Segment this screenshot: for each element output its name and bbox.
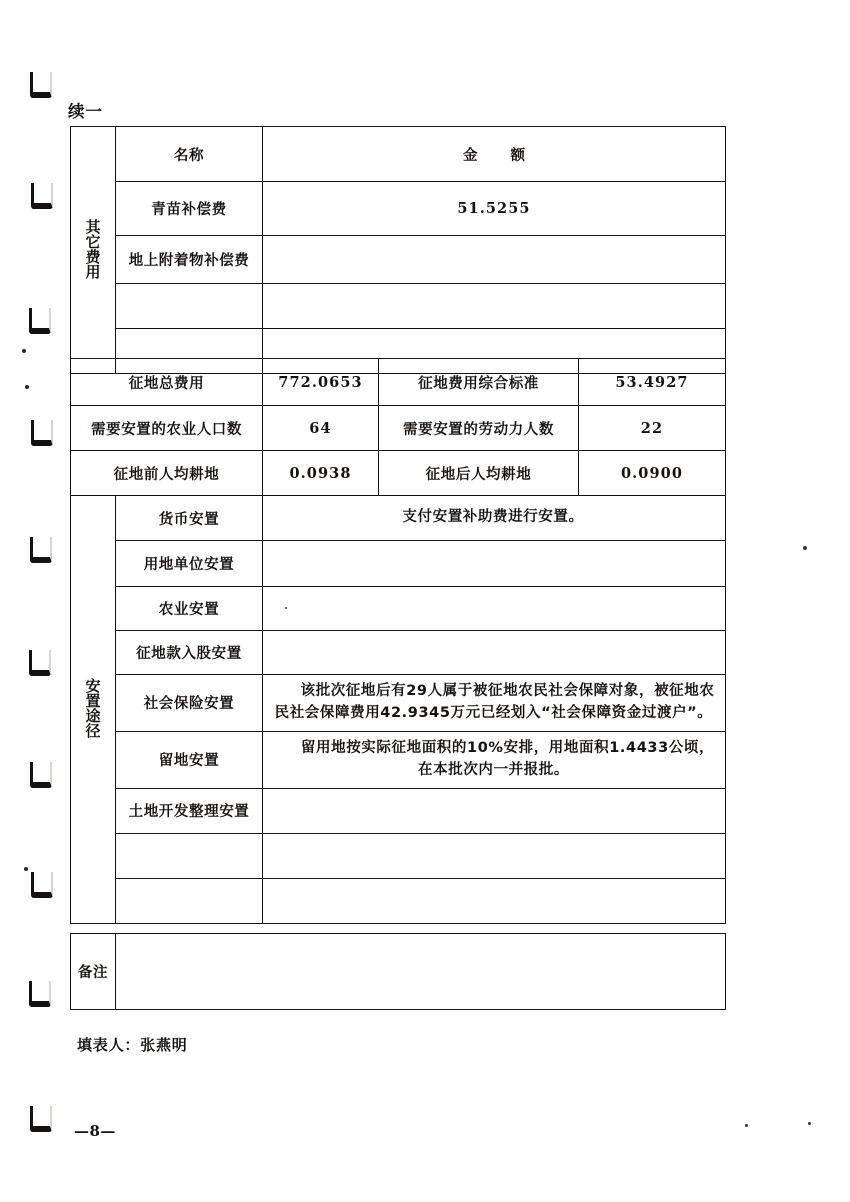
- fee-amount-cell: [263, 284, 726, 329]
- fee-amount-cell: [263, 236, 726, 284]
- resettlement-content: [263, 788, 726, 833]
- side-label-char: 费: [85, 248, 101, 266]
- table-row: [71, 675, 726, 732]
- continuation-label: 续一: [68, 102, 103, 121]
- resettlement-label: 农业安置: [116, 587, 263, 631]
- side-label-char: 它: [85, 233, 101, 251]
- resettlement-content: 留用地按实际征地面积的10%安排，用地面积1.4433公顷，在本批次内一并报批。: [263, 731, 726, 788]
- table-row: [71, 236, 726, 284]
- summary-value: 0.0938: [263, 451, 379, 496]
- side-label-char: 用: [85, 263, 101, 281]
- summary-label: 需要安置的劳动力人数: [379, 406, 579, 451]
- fee-name-cell: 青苗补偿费: [116, 182, 263, 236]
- table-row: [71, 359, 726, 406]
- resettlement-side-label: [71, 496, 116, 924]
- summary-label: 征地后人均耕地: [379, 451, 579, 496]
- summary-value: 53.4927: [579, 359, 726, 406]
- resettlement-content: [263, 833, 726, 878]
- resettlement-label: 留地安置: [116, 731, 263, 788]
- other-fees-side-label: [71, 127, 116, 374]
- summary-table: [70, 358, 726, 496]
- other-fees-header-amount-text: 金 额: [462, 147, 540, 164]
- resettlement-content: [263, 878, 726, 923]
- table-row: [71, 406, 726, 451]
- table-row: [71, 631, 726, 675]
- other-fees-header-amount: [263, 127, 726, 182]
- table-row: [71, 731, 726, 788]
- resettlement-label: 货币安置: [116, 496, 263, 541]
- side-label-char: 置: [85, 692, 101, 711]
- resettlement-label: 用地单位安置: [116, 541, 263, 587]
- remarks-table: [70, 933, 726, 1010]
- resettlement-content: 支付安置补助费进行安置。: [263, 496, 726, 541]
- preparer-line: 填表人：张燕明: [77, 1036, 188, 1054]
- table-row: [71, 451, 726, 496]
- other-fees-header-name: 名称: [116, 127, 263, 182]
- side-label-char: 其: [85, 218, 101, 236]
- table-row: [71, 934, 726, 1010]
- resettlement-content: 该批次征地后有29人属于被征地农民社会保障对象，被征地农民社会保障费用42.9345万元已经划入“社会保障资金过渡户”。: [263, 675, 726, 732]
- summary-value: 22: [579, 406, 726, 451]
- table-row: [71, 833, 726, 878]
- summary-label: 征地费用综合标准: [379, 359, 579, 406]
- table-row: [71, 788, 726, 833]
- summary-value: 772.0653: [263, 359, 379, 406]
- resettlement-content: [263, 541, 726, 587]
- table-row: [71, 284, 726, 329]
- summary-value: 0.0900: [579, 451, 726, 496]
- summary-label: 需要安置的农业人口数: [71, 406, 263, 451]
- table-row: [71, 541, 726, 587]
- summary-label: 征地前人均耕地: [71, 451, 263, 496]
- table-row: [71, 182, 726, 236]
- fee-amount-cell: 51.5255: [263, 182, 726, 236]
- resettlement-content: [263, 631, 726, 675]
- remarks-content: [116, 934, 726, 1010]
- summary-label: 征地总费用: [71, 359, 263, 406]
- table-row: [71, 878, 726, 923]
- side-label-char: 径: [85, 722, 101, 741]
- resettlement-side-label-text: [71, 679, 115, 739]
- summary-value: 64: [263, 406, 379, 451]
- resettlement-label: 征地款入股安置: [116, 631, 263, 675]
- resettlement-content: [263, 587, 726, 631]
- table-row: [71, 496, 726, 541]
- resettlement-table: [70, 495, 726, 924]
- side-label-char: 途: [85, 707, 101, 726]
- table-row: [71, 127, 726, 182]
- resettlement-label: [116, 833, 263, 878]
- resettlement-label: 社会保险安置: [116, 675, 263, 732]
- other-fees-table: [70, 126, 726, 374]
- remarks-label: 备注: [71, 934, 116, 1010]
- fee-name-cell: [116, 284, 263, 329]
- other-fees-side-label-text: [71, 220, 115, 280]
- resettlement-label: 土地开发整理安置: [116, 788, 263, 833]
- table-row: [71, 587, 726, 631]
- fee-name-cell: 地上附着物补偿费: [116, 236, 263, 284]
- page-number: —8—: [74, 1122, 116, 1140]
- resettlement-label: [116, 878, 263, 923]
- side-label-char: 安: [85, 677, 101, 696]
